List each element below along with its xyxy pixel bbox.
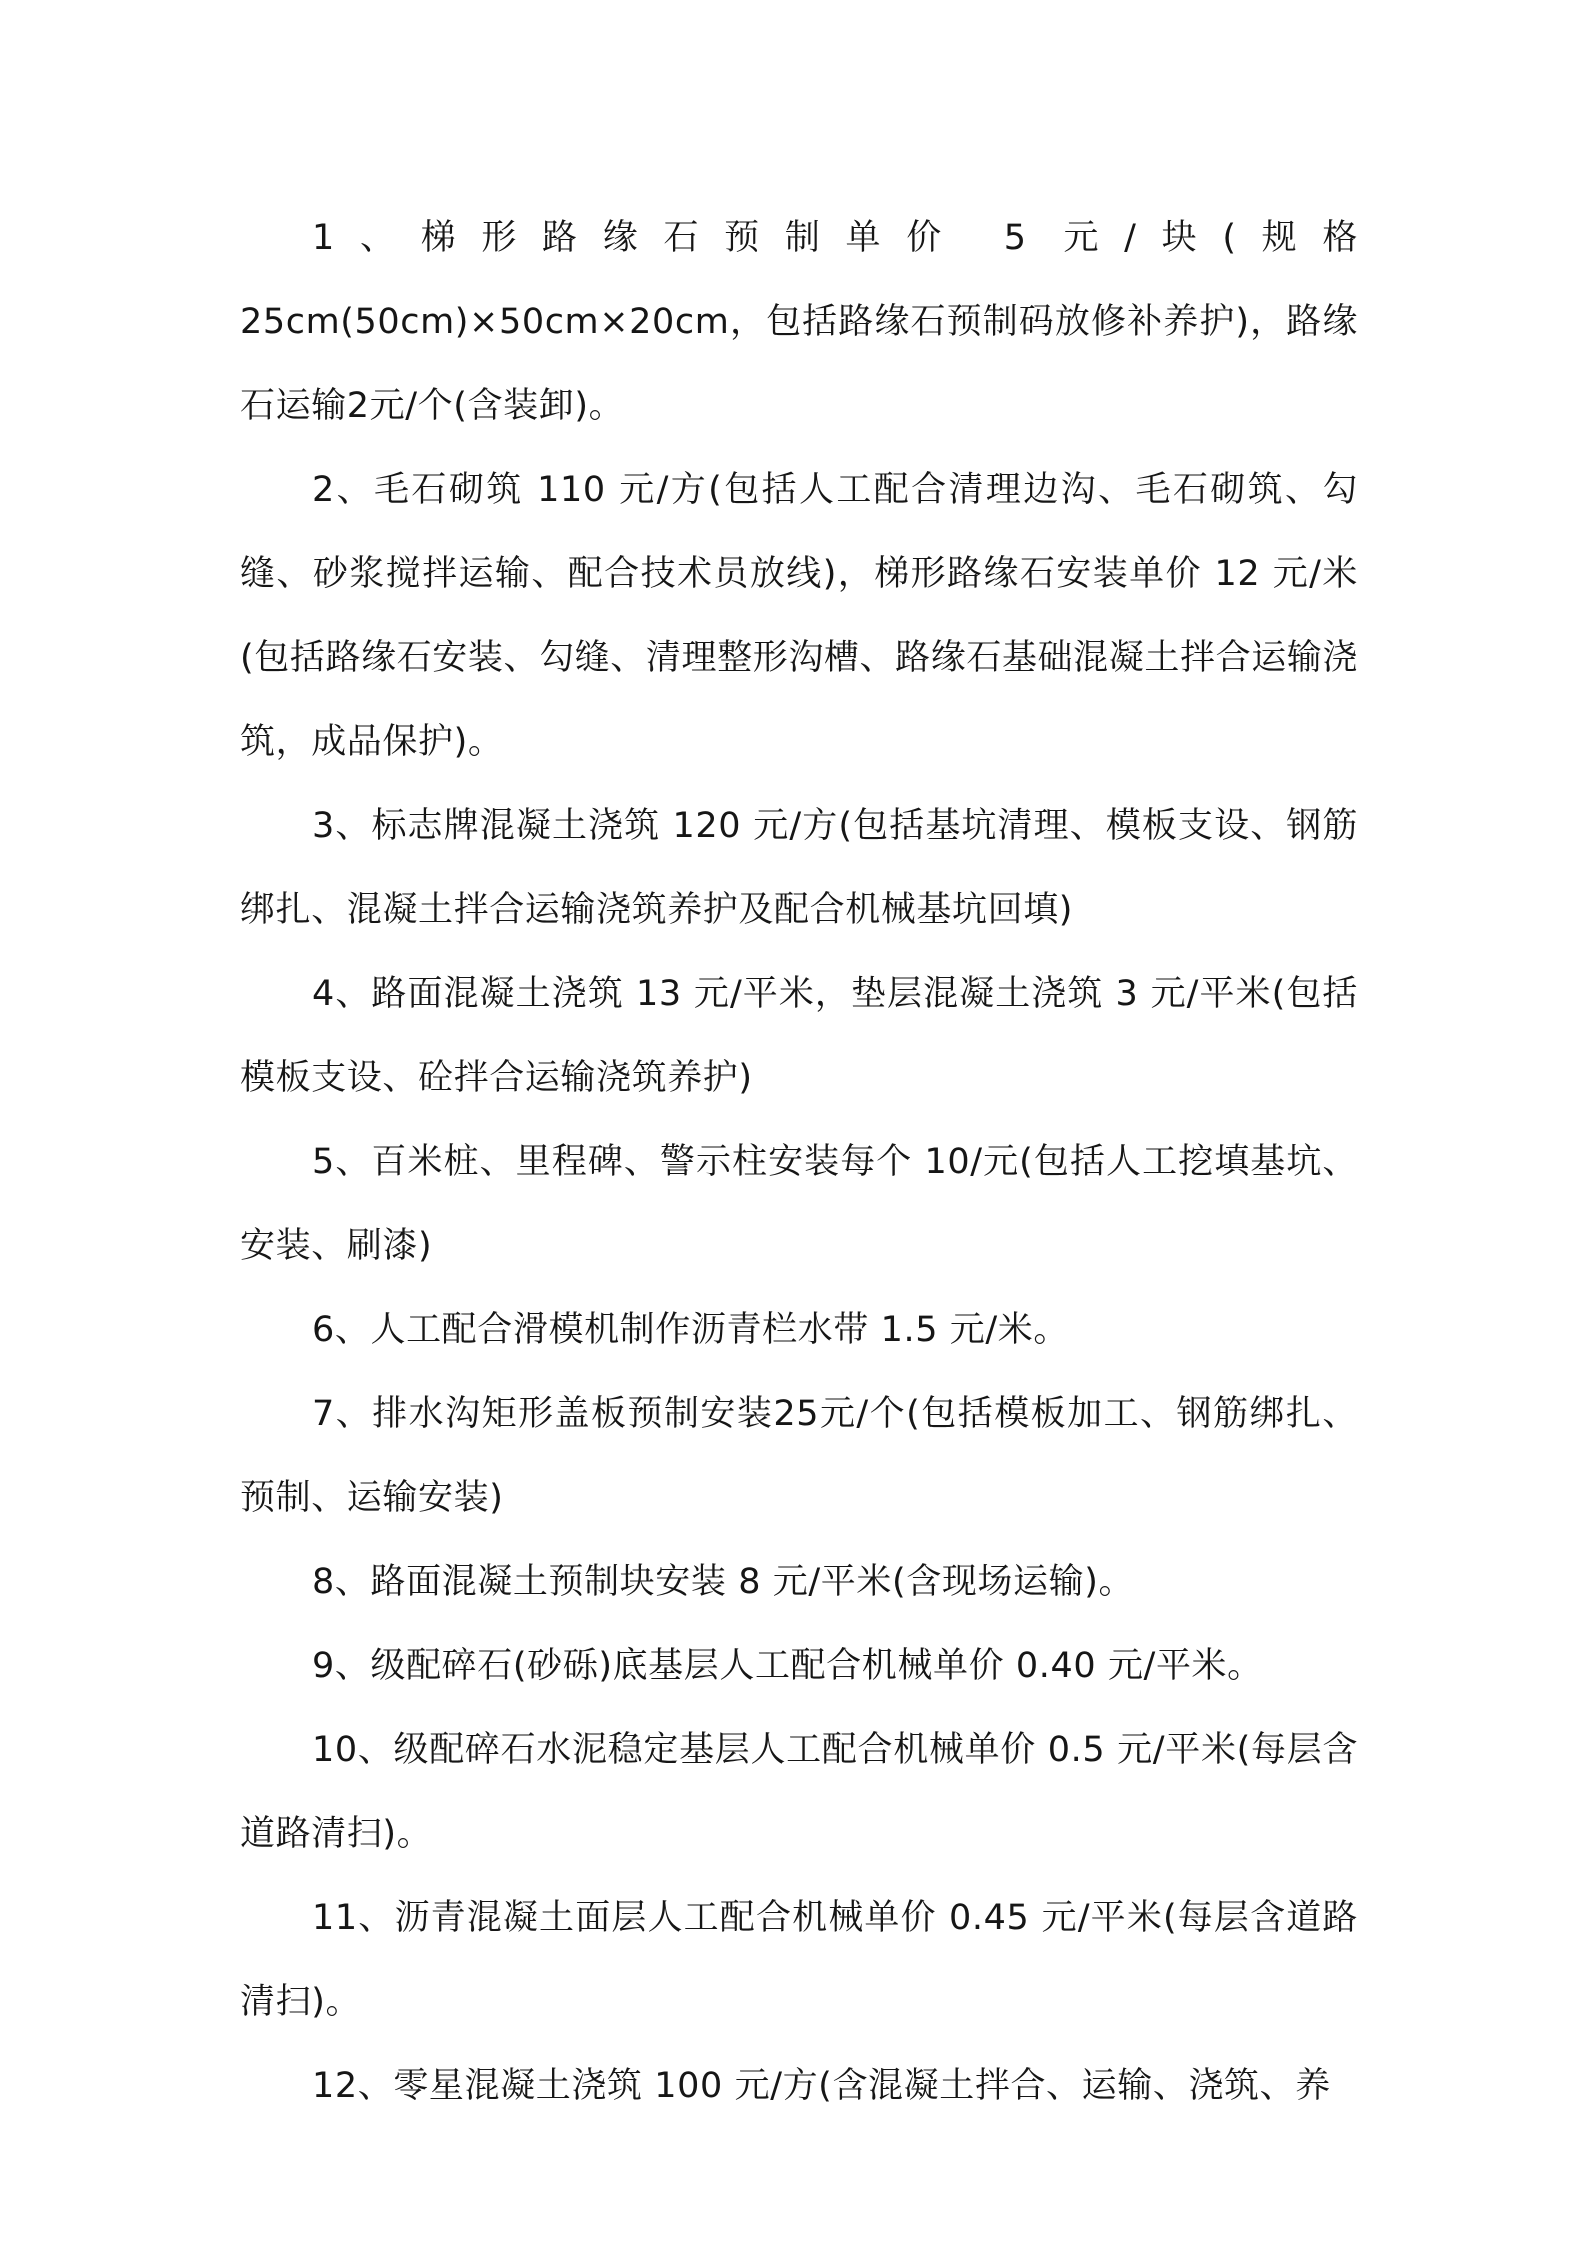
price-item-2: 2、毛石砌筑 110 元/方(包括人工配合清理边沟、毛石砌筑、勾缝、砂浆搅拌运输、配合技术员放线)，梯形路缘石安装单价 12 元/米(包括路缘石安装、勾缝、清理整形沟槽、路缘石基础混凝土拌合运输浇筑，成品保护)。	[240, 470, 1358, 762]
price-item-9: 9、级配碎石(砂砾)底基层人工配合机械单价 0.40 元/平米。	[312, 1646, 1263, 1686]
price-item-7: 7、排水沟矩形盖板预制安装25元/个(包括模板加工、钢筋绑扎、预制、运输安装)	[240, 1394, 1358, 1518]
price-item-1: 1、梯形路缘石预制单价 5 元/块(规格 25cm(50cm)×50cm×20cm，包括路缘石预制码放修补养护)，路缘石运输2元/个(含装卸)。	[240, 218, 1358, 426]
price-item-5: 5、百米桩、里程碑、警示柱安装每个 10/元(包括人工挖填基坑、安装、刷漆)	[240, 1142, 1358, 1266]
price-item-10: 10、级配碎石水泥稳定基层人工配合机械单价 0.5 元/平米(每层含道路清扫)。	[240, 1730, 1358, 1854]
price-item-12: 12、零星混凝土浇筑 100 元/方(含混凝土拌合、运输、浇筑、养	[312, 2066, 1331, 2106]
price-item-6: 6、人工配合滑模机制作沥青栏水带 1.5 元/米。	[312, 1310, 1069, 1350]
price-item-4: 4、路面混凝土浇筑 13 元/平米，垫层混凝土浇筑 3 元/平米(包括模板支设、砼拌合运输浇筑养护)	[240, 974, 1358, 1098]
price-item-3: 3、标志牌混凝土浇筑 120 元/方(包括基坑清理、模板支设、钢筋绑扎、混凝土拌合运输浇筑养护及配合机械基坑回填)	[240, 806, 1358, 930]
price-item-11: 11、沥青混凝土面层人工配合机械单价 0.45 元/平米(每层含道路清扫)。	[240, 1898, 1358, 2022]
document-body	[240, 196, 1358, 2128]
price-item-8: 8、路面混凝土预制块安装 8 元/平米(含现场运输)。	[312, 1562, 1135, 1602]
